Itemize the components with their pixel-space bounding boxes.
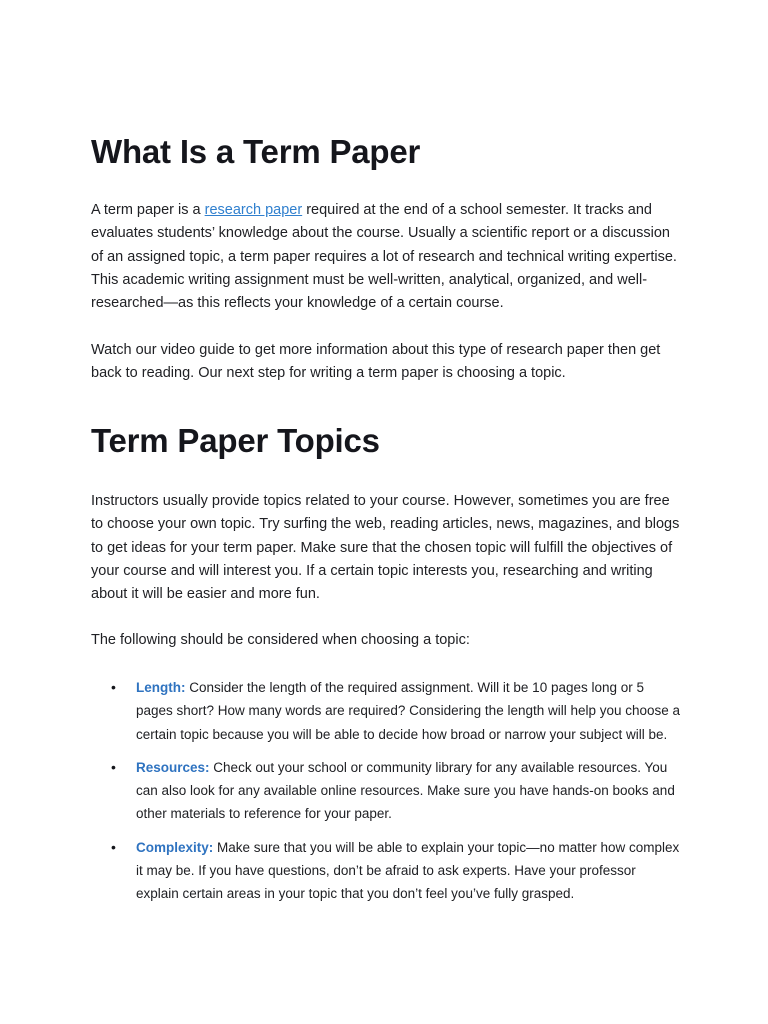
- paragraph-video-guide: Watch our video guide to get more information about this type of research paper then get back to reading. Our next step for writing a term paper is choosing a topic.: [91, 342, 661, 382]
- paragraph-considerations-intro: The following should be considered when choosing a topic:: [91, 632, 470, 648]
- term-label-length: Length:: [136, 680, 186, 695]
- bullet-icon: •: [111, 838, 116, 855]
- bullet-icon: •: [111, 679, 116, 695]
- paragraph-choosing-topics: Instructors usually provide topics related to your course. However, sometimes you are free to choose your own topic. Try surfing the web, reading articles, news, magazines, and blogs to get ideas for your term paper. Make sure that the chosen topic will fulfill the objectives of your course and will interest you. If a certain topic interests you, researching and writing about it will be easier and more fun.: [91, 493, 680, 603]
- item-text-resources: Check out your school or community library for any available resources. You can also look for any available online resources. Make sure you have hands-on books and other materials to reference for your paper.: [136, 759, 675, 822]
- topic-criteria-list: [91, 676, 681, 916]
- heading-term-paper-topics: Term Paper Topics: [91, 422, 380, 459]
- paragraph-text-after-link: required at the end of a school semester. It tracks and evaluates students’ knowledge about the course. Usually a scientific report or a discussion of an assigned topic, a term paper requires a lot of research and technical writing expertise. This academic writing assignment must be well-written, analytical, organized, and well-researched—as this reflects your knowledge of a certain course.: [91, 202, 677, 312]
- list-item-complexity: [91, 836, 681, 906]
- heading-what-is-a-term-paper: What Is a Term Paper: [91, 133, 421, 170]
- term-label-resources: Resources:: [136, 759, 210, 775]
- bullet-icon: •: [111, 758, 116, 775]
- item-text-complexity: Make sure that you will be able to explain your topic—no matter how complex it may be. If you have questions, don’t be afraid to ask experts. Have your professor explain certain areas in your topic that you don’t feel you’ve fully grasped.: [136, 839, 680, 902]
- item-text-length: Consider the length of the required assignment. Will it be 10 pages long or 5 pages short? How many words are required? Considering the length will help you choose a certain topic because you will be able to decide how broad or narrow your subject will be.: [136, 680, 681, 742]
- paragraph-text-before-link: A term paper is a: [91, 202, 205, 218]
- paragraph-term-paper-definition: [91, 199, 681, 315]
- research-paper-link[interactable]: research paper: [204, 202, 303, 218]
- list-item-length: [91, 676, 681, 746]
- term-label-complexity: Complexity:: [136, 839, 214, 855]
- list-item-resources: [91, 756, 681, 826]
